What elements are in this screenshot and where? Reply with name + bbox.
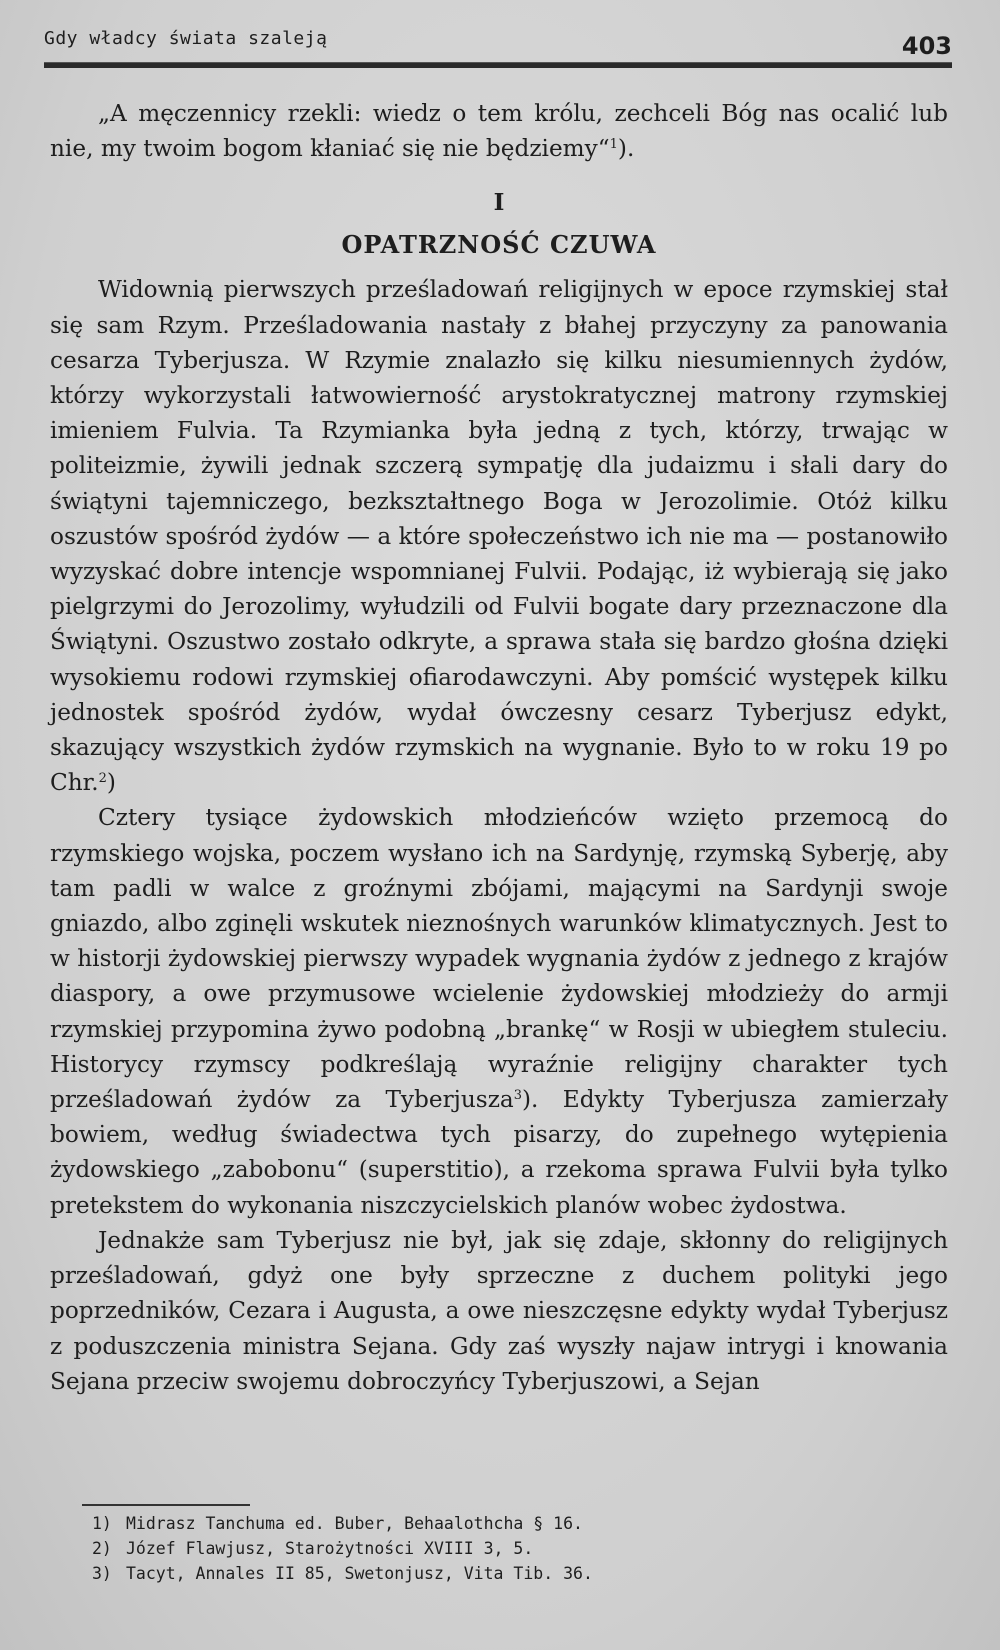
footnote-rule xyxy=(82,1504,250,1506)
footnote-ref: 2 xyxy=(98,771,107,787)
footnote-ref: 3 xyxy=(513,1088,523,1104)
footnote-ref: 1 xyxy=(609,137,618,153)
footnote-mark: 3) xyxy=(92,1564,112,1583)
running-head xyxy=(30,24,952,62)
opening-tail: ). xyxy=(617,135,635,163)
paragraph: Jednakże sam Tyberjusz nie był, jak się zdaje, skłonny do religijnych prześladowań, gdyż one były sprzeczne z duchem polityki jego poprzedników, Cezara i Augusta, a owe nieszczęsne edykty wydał Tyberjusz z poduszczenia ministra Sejana. Gdy zaś wyszły najaw intrygi i knowania Sejana przeciw swojemu dobroczyńcy Tyberjuszowi, a Sejan xyxy=(50,1226,948,1395)
header-rule xyxy=(44,62,952,68)
footnote-mark: 1) xyxy=(92,1514,112,1533)
footnote-mark: 2) xyxy=(92,1539,112,1558)
paragraph-text: Widownią pierwszych prześladowań religijnych w epoce rzymskiej stał się sam Rzym. Prześladowania nastały z błahej przyczyny za panowania cesarza Tyberjusza. W Rzymie znalazło się kilku niesumiennych żydów, którzy wykorzystali łatwowierność arystokratycznej matrony rzymskiej imieniem Fulvia. Ta Rzymianka była jedną z tych, którzy, trwając w politeizmie, żywili jednak szczerą sympatję dla judaizmu i słali dary do świątyni tajemniczego, bezkształtnego Boga w Jerozolimie. Otóż kilku oszustów spośród żydów — a które społeczeństwo ich nie ma — postanowiło wyzyskać dobre intencje wspomnianej Fulvii. Podając, iż wybierają się jako pielgrzymi do Jerozolimy, wyłudzili od Fulvii bogate dary przeznaczone dla Świątyni. Oszustwo zostało odkryte, a sprawa stała się bardzo głośna dzięki wysokiemu rodowi rzymskiej ofiarodawczyni. Aby pomścić występek kilku jednostek spośród żydów, wydał ówczesny cesarz Tyberjusz edykt, skazujący wszystkich żydów rzymskich na wygnanie. Było to w roku 19 po Chr. xyxy=(50,276,948,797)
footnote xyxy=(92,1511,940,1536)
paragraph xyxy=(50,800,948,1222)
paragraph-tail: ) xyxy=(106,769,116,797)
footnotes xyxy=(92,1511,940,1586)
opening-paragraph xyxy=(50,96,948,166)
paragraph-text: ). Edykty Tyberjusza zamierzały bowiem, według świadectwa tych pisarzy, do zupełnego wytępienia żydowskiego „zabobonu“ (superstitio), a rzekoma sprawa Fulvii była tylko pretekstem do wykonania niszczycielskich planów wobec żydostwa. xyxy=(50,1086,948,1219)
opening-text: „A męczennicy rzekli: wiedz o tem królu, zechceli Bóg nas ocalić lub nie, my twoim bogom kłaniać się nie będziemy“ xyxy=(50,100,948,163)
page-number: 403 xyxy=(901,32,952,60)
main-text xyxy=(50,96,948,1399)
footnote-text: Tacyt, Annales II 85, Swetonjusz, Vita Tib. 36. xyxy=(126,1564,593,1583)
chapter-title: OPATRZNOŚĆ CZUWA xyxy=(341,230,657,260)
paragraph xyxy=(50,272,948,800)
footnote-text: Midrasz Tanchuma ed. Buber, Behaalothcha § 16. xyxy=(126,1514,583,1533)
footnote xyxy=(92,1561,940,1586)
footnote xyxy=(92,1536,940,1561)
running-title: Gdy władcy świata szaleją xyxy=(44,28,328,49)
chapter-number: I xyxy=(493,189,505,217)
footnote-text: Józef Flawjusz, Starożytności XVIII 3, 5. xyxy=(126,1539,534,1558)
paragraph-text: Cztery tysiące żydowskich młodzieńców wzięto przemocą do rzymskiego wojska, poczem wysłano ich na Sardynję, rzymską Syberję, aby tam padli w walce z groźnymi zbójami, mającymi na Sardynji swoje gniazdo, albo zginęli wskutek nieznośnych warunków klimatycznych. Jest to w historji żydowskiej pierwszy wypadek wygnania żydów z jednego z krajów diaspory, a owe przymusowe wcielenie żydowskiej młodzieży do armji rzymskiej przypomina żywo podobną „brankę“ w Rosji w ubiegłem stuleciu. Historycy rzymscy podkreślają wyraźnie religijny charakter tych prześladowań żydów za Tyberjusza xyxy=(50,804,948,1114)
